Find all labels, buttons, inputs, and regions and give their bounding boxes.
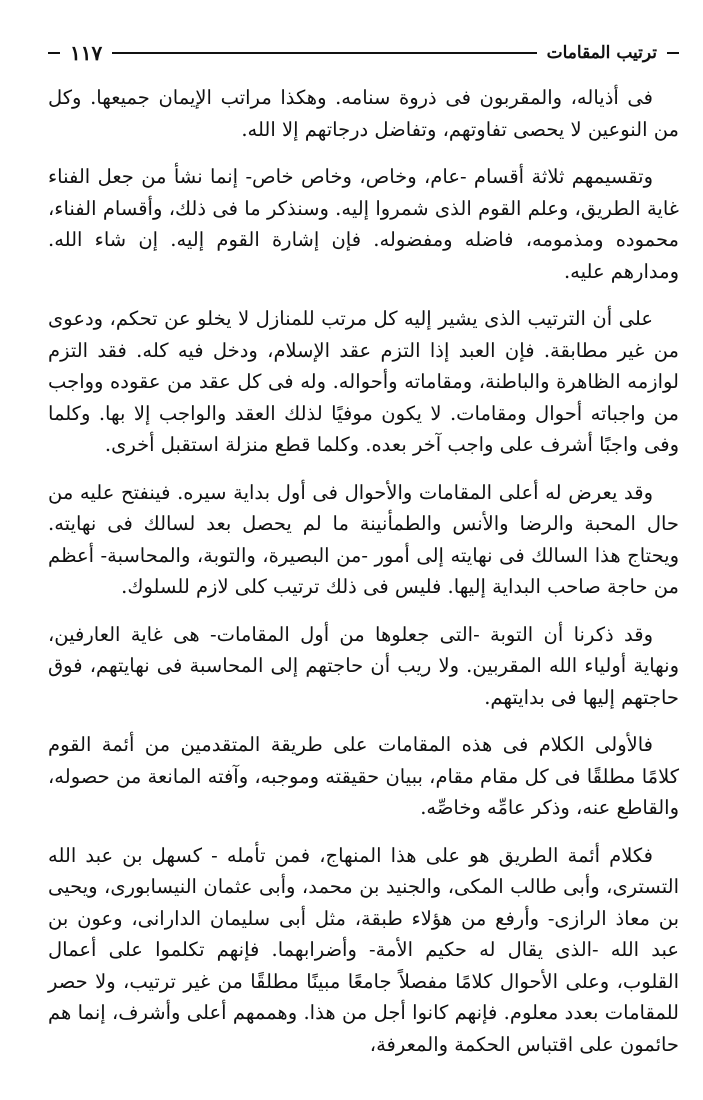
paragraph: وقد ذكرنا أن التوبة -التى جعلوها من أول المقامات- هى غاية العارفين، ونهاية أولياء الله المقربين. ولا ريب أن حاجتهم إلى المحاسبة فى نهايتهم، فوق حاجتهم إليها فى بدايتهم. xyxy=(48,622,679,709)
header-dash xyxy=(48,52,60,54)
header-dash xyxy=(667,52,679,54)
page-number: ١١٧ xyxy=(70,41,103,65)
paragraph: على أن الترتيب الذى يشير إليه كل مرتب للمنازل لا يخلو عن تحكم، ودعوى من غير مطابقة. فإن العبد إذا التزم عقد الإسلام، ودخل فيه كله. فقد التزم لوازمه الظاهرة والباطنة، ومقاماته وأحواله. وله فى كل عقد من عقوده وواجب من واجباته أحوال ومقامات. لا يكون موفيًا لذلك العقد والواجب إلا بها. وكلما وفى واجبًا أشرف على واجب آخر بعده. وكلما قطع منزلة استقبل أخرى. xyxy=(48,307,679,456)
paragraph: فى أذياله، والمقربون فى ذروة سنامه. وهكذا مراتب الإيمان جميعها. وكل من النوعين لا يحصى تفاوتهم، وتفاضل درجاتهم إلا الله. xyxy=(48,86,679,141)
header-rule xyxy=(112,52,536,54)
paragraph: وقد يعرض له أعلى المقامات والأحوال فى أول بداية سيره. فينفتح عليه من حال المحبة والرضا والأنس والطمأنينة ما لم يحصل بعد لسالك فى نهايته. ويحتاج هذا السالك فى نهايته إلى أمور -من البصيرة، والتوبة، والمحاسبة- أعظم من حاجة صاحب البداية إليها. فليس فى ذلك ترتيب كلى لازم للسلوك. xyxy=(48,480,679,598)
paragraph: وتقسيمهم ثلاثة أقسام -عام، وخاص، وخاص خاص- إنما نشأ من جعل الفناء غاية الطريق، وعلم القوم الذى شمروا إليه. وسنذكر ما فى ذلك، وأقسام الفناء، محموده ومذمومه، فاضله ومفضوله. فإن إشارة القوم إليه. إن شاء الله. ومدارهم عليه. xyxy=(48,165,679,283)
paragraph: فكلام أئمة الطريق هو على هذا المنهاج، فمن تأمله - كسهل بن عبد الله التسترى، وأبى طالب المكى، والجنيد بن محمد، وأبى عثمان النيسابورى، ويحيى بن معاذ الرازى- وأرفع من هؤلاء طبقة، مثل أبى سليمان الدارانى، وعون بن عبد الله -الذى يقال له حكيم الأمة- وأضرابهما. فإنهم تكلموا على أعمال القلوب، وعلى الأحوال كلامًا مفصلاً جامعًا مبينًا مطلقًا من غير ترتيب، ولا حصر للمقامات بعدد معلوم. فإنهم كانوا أجل من هذا. وهممهم أعلى وأشرف، إنما هم حائمون على اقتباس الحكمة والمعرفة، xyxy=(48,843,679,1056)
chapter-title: ترتيب المقامات xyxy=(546,43,657,63)
running-head xyxy=(48,36,679,70)
book-page xyxy=(48,36,679,1090)
body-text xyxy=(48,82,679,1060)
paragraph: فالأولى الكلام فى هذه المقامات على طريقة المتقدمين من أئمة القوم كلامًا مطلقًا فى كل مقام مقام، ببيان حقيقته وموجبه، وآفته المانعة من حصوله، والقاطع عنه، وذكر عامِّه وخاصِّه. xyxy=(48,733,679,819)
